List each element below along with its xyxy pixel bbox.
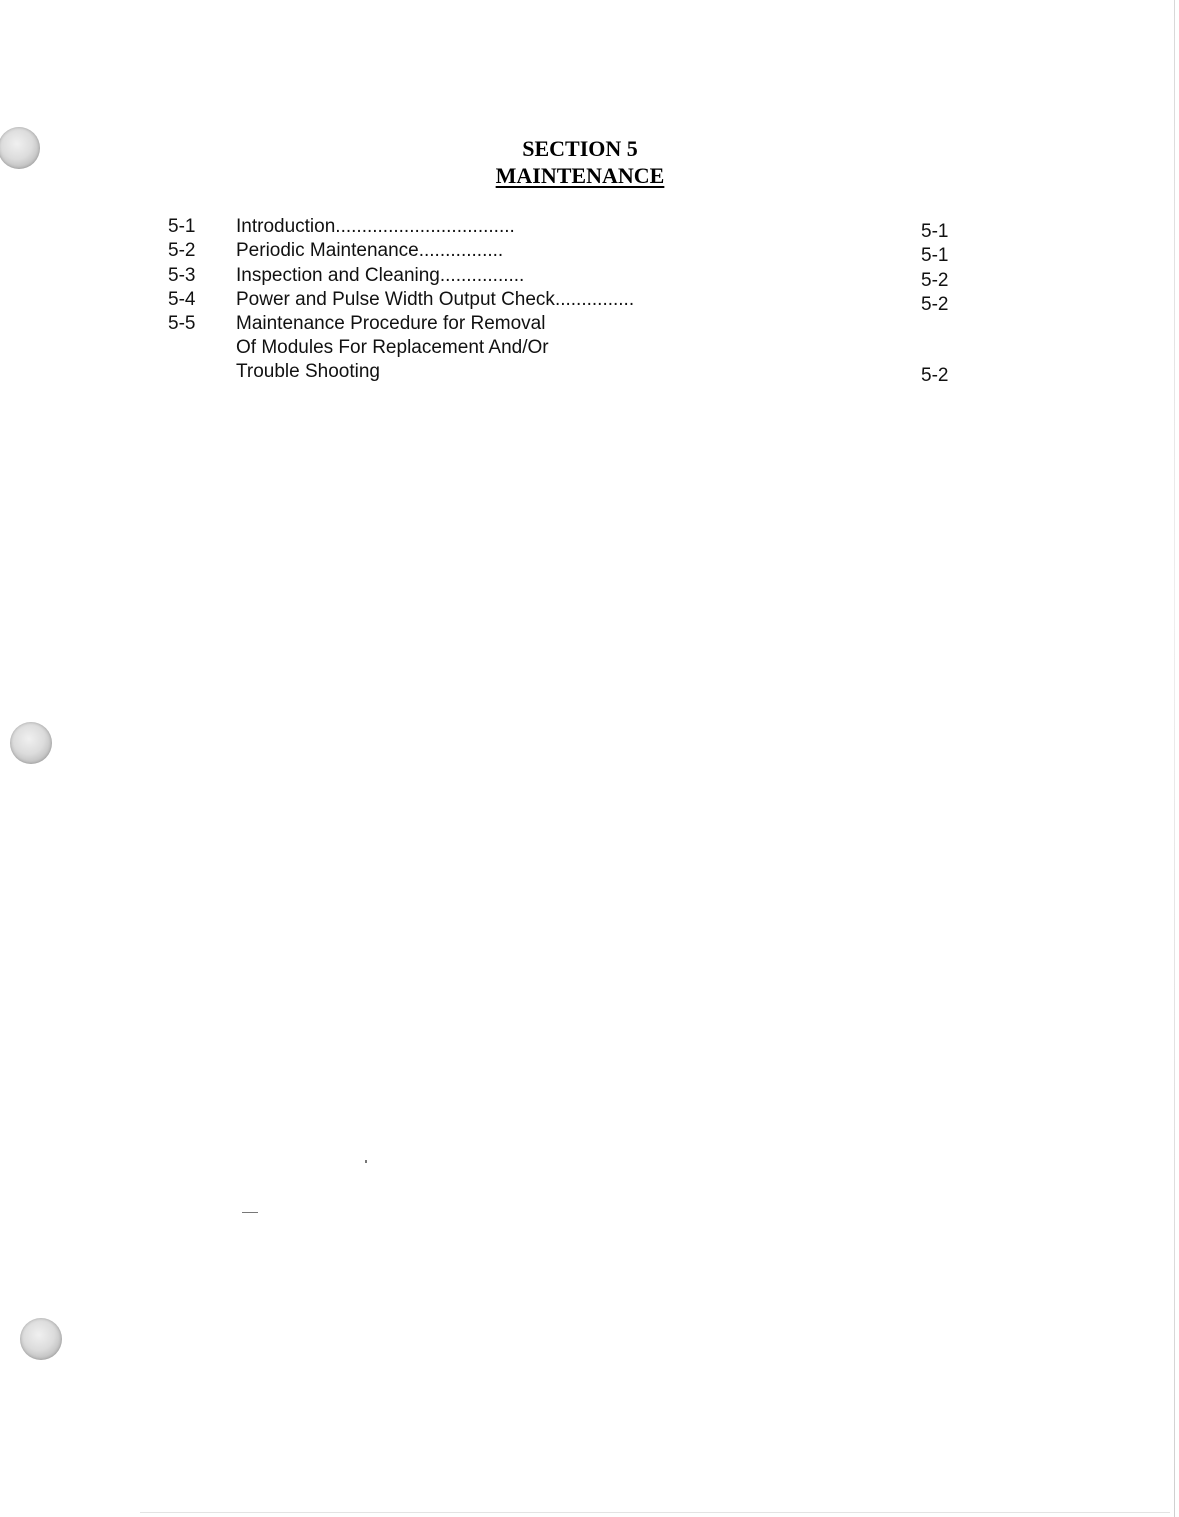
toc-entry-number: 5-1 — [168, 216, 196, 237]
toc-entry-number: 5-2 — [168, 240, 196, 261]
toc-entry-leader: ................ — [418, 240, 504, 261]
toc-entry-page: 5-2 — [921, 270, 949, 291]
toc-entry-title-text: Inspection and Cleaning — [236, 265, 440, 286]
toc-entry-page: 5-1 — [921, 245, 949, 266]
toc-entry-title — [236, 264, 524, 288]
toc-entry-page: 5-2 — [921, 365, 949, 386]
toc-entry-title-text: Periodic Maintenance — [236, 240, 419, 261]
toc-entry-page: 5-1 — [921, 221, 949, 242]
toc-entry-title-line: Of Modules For Replacement And/Or — [236, 337, 549, 358]
toc-entry-title-text: Power and Pulse Width Output Check — [236, 289, 555, 310]
section-label: SECTION 5 — [522, 136, 638, 161]
toc-entry-number: 5-4 — [168, 289, 196, 310]
toc-entry-leader: ................ — [439, 265, 525, 286]
toc-entry-title — [236, 288, 634, 312]
toc-entry-title-line: Maintenance Procedure for Removal — [236, 313, 546, 334]
toc-entry-title — [236, 239, 503, 263]
toc-entry-leader: ............... — [554, 289, 635, 310]
toc-entry-title-line: Trouble Shooting — [236, 361, 381, 382]
toc-entry-leader: .................................. — [335, 216, 515, 237]
toc-entry-title — [236, 312, 549, 384]
toc-entry-title — [236, 215, 515, 239]
toc-entry-number: 5-5 — [168, 313, 196, 334]
toc-entry-number: 5-3 — [168, 265, 196, 286]
toc-entry-page: 5-2 — [921, 294, 949, 315]
section-title: MAINTENANCE — [495, 163, 665, 188]
toc-entry-title-text: Introduction — [236, 216, 336, 237]
